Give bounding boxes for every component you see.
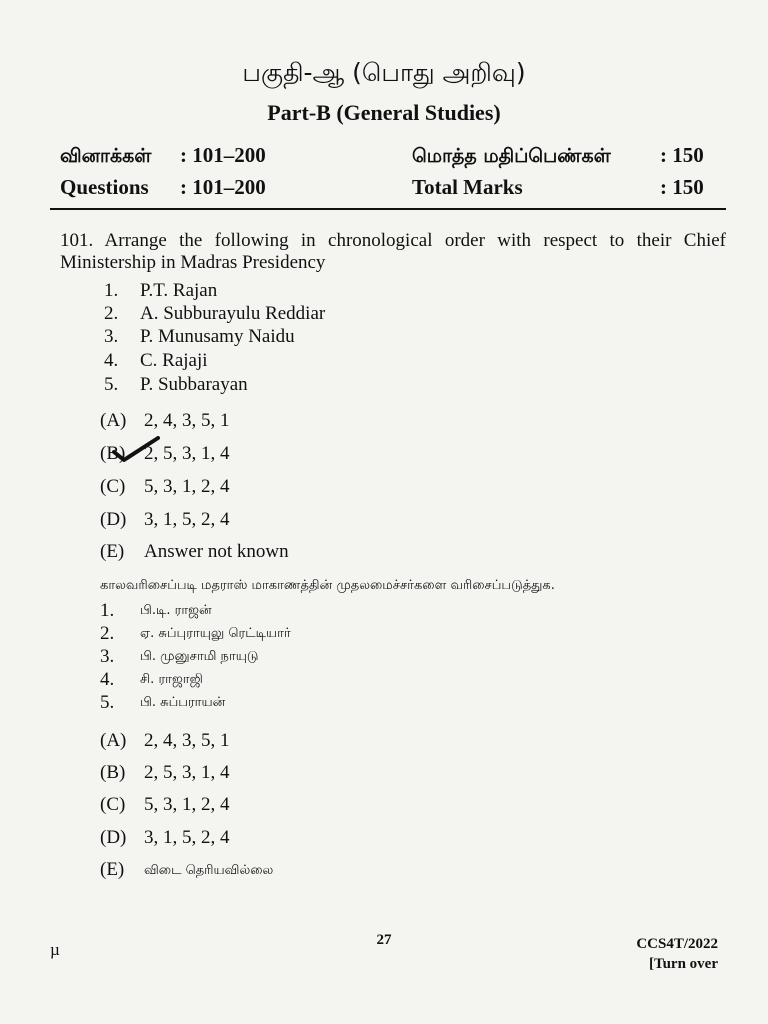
handwritten-checkmark-icon xyxy=(112,436,162,464)
turn-over-note: [Turn over xyxy=(648,956,718,972)
questions-label: Questions xyxy=(60,175,149,199)
section-title-english: Part-B (General Studies) xyxy=(267,100,501,125)
question-text-tamil: காலவரிசைப்படி மதராஸ் மாகாணத்தின் முதலமைச்சர்களை வரிசைப்படுத்துக. xyxy=(100,578,555,593)
question-number: 101. xyxy=(60,230,94,251)
questions-value-tamil: : 101–200 xyxy=(180,143,266,167)
questions-value: : 101–200 xyxy=(180,175,266,199)
footer-mark: µ xyxy=(50,940,60,959)
page-number: 27 xyxy=(376,932,392,948)
question-text: Arrange the following in chronological order with respect to their Chief Ministership in Madras Presidency xyxy=(60,230,726,273)
total-marks-label-tamil: மொத்த மதிப்பெண்கள் xyxy=(412,145,611,167)
paper-code: CCS4T/2022 xyxy=(636,936,718,952)
exam-page: பகுதி-ஆ (பொது அறிவு) Part-B (General Studies) வினாக்கள் : 101–200 மொத்த மதிப்பெண்கள் : 150 Questions : 101–200 Total Marks : 150 101. Arrange the following in chronological order with respect to their Chief Ministership in Madras Presidency 1. P.T. Rajan 2. A. Subburayulu Reddiar 3. P. Munusamy Naidu 4. C. Rajaji 5. P. Subbarayan (A) 2, 4, 3, 5, 1 (B) 2, 5, 3, 1, 4 (C) 5, 3, 1, 2, 4 (D) 3, 1, 5, 2, 4 (E) Answer not known காலவரிசைப்படி மதராஸ் மாகாணத்தின் முதலமைச்சர்களை வரிசைப்படுத்துக. 1. பி.டி. ராஜன் 2. ஏ. சுப்புராயுலு ரெட்டியார் 3. பி. முனுசாமி நாயுடு 4. சி. ராஜாஜி 5. பி. சுப்பராயன் (A) 2, 4, 3, 5, 1 (B) 2, 5, 3, 1, 4 (C) 5, 3, 1, 2, 4 (D) 3, 1, 5, 2, 4 (E) விடை தெரியவில்லை µ 27 CCS4T/2022 [Turn over xyxy=(0,0,768,1024)
question-101 xyxy=(60,230,726,274)
questions-label-tamil: வினாக்கள் xyxy=(60,145,152,167)
section-title-tamil: பகுதி-ஆ (பொது அறிவு) xyxy=(242,58,526,87)
total-marks-value-tamil: : 150 xyxy=(660,143,704,167)
total-marks-value: : 150 xyxy=(660,175,704,199)
total-marks-label: Total Marks xyxy=(412,175,523,199)
header-divider xyxy=(50,208,726,210)
